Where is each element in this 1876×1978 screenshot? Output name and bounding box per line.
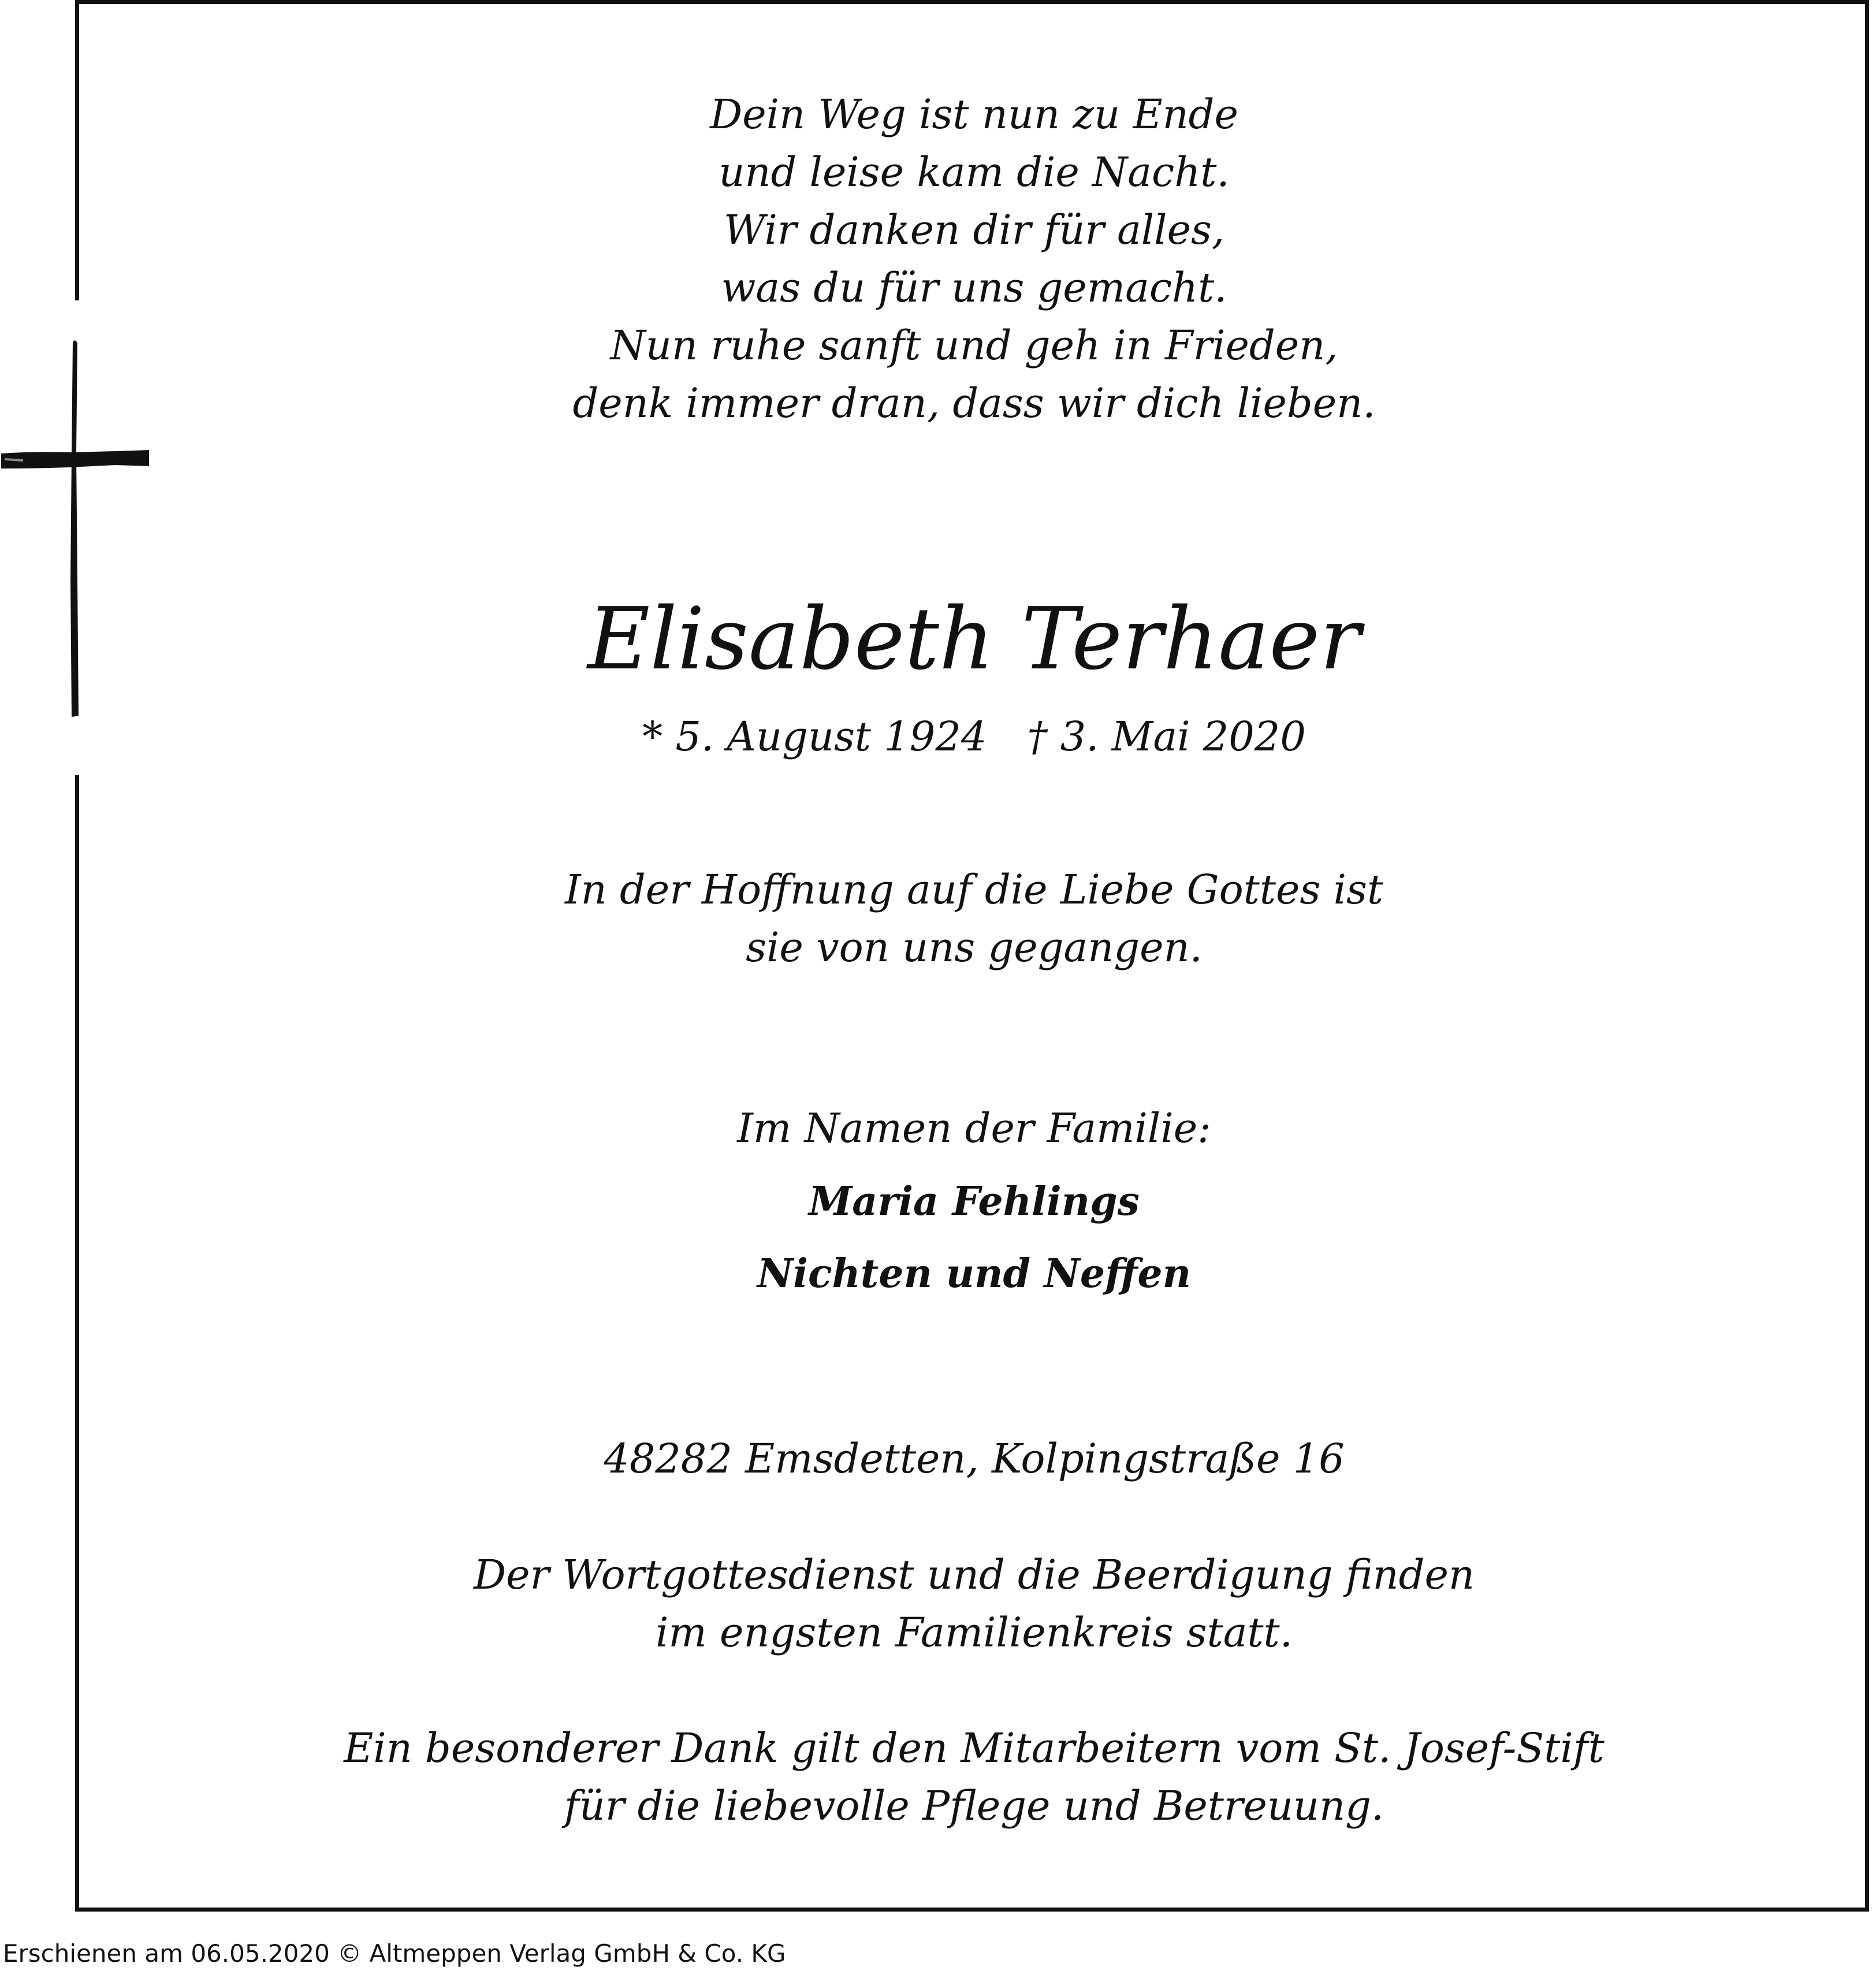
death-date: † 3. Mai 2020	[1027, 713, 1306, 760]
service-line-1: Der Wortgottesdienst und die Beerdigung finden	[474, 1551, 1475, 1598]
faith-line-2: sie von uns gegangen.	[746, 924, 1203, 971]
thanks-line-2: für die liebevolle Pflege und Betreuung.	[564, 1782, 1384, 1830]
family-intro: Im Namen der Familie:	[737, 1105, 1211, 1152]
frame-left-edge-bottom	[75, 775, 79, 1912]
address: 48282 Emsdetten, Kolpingstraße 16	[604, 1435, 1345, 1482]
birth-date: * 5. August 1924	[642, 713, 987, 760]
poem-line-5: Nun ruhe sanft und geh in Frieden,	[610, 322, 1338, 369]
publication-footer: Erschienen am 06.05.2020 © Altmeppen Verlag GmbH & Co. KG	[3, 1939, 786, 1968]
frame-left-edge-top	[75, 0, 79, 300]
poem-line-1: Dein Weg ist nun zu Ende	[710, 91, 1238, 138]
poem-line-4: was du für uns gemacht.	[721, 264, 1227, 311]
poem-line-3: Wir danken dir für alles,	[723, 206, 1225, 254]
poem-line-6: denk immer dran, dass wir dich lieben.	[572, 380, 1376, 427]
deceased-name: Elisabeth Terhaer	[587, 589, 1361, 689]
service-line-2: im engsten Familienkreis statt.	[656, 1609, 1293, 1656]
faith-line-1: In der Hoffnung auf die Liebe Gottes ist	[564, 866, 1384, 913]
life-dates	[79, 708, 1869, 765]
notice-content	[79, 0, 1869, 1912]
family-member-2: Nichten und Neffen	[757, 1251, 1192, 1297]
family-member-1: Maria Fehlings	[809, 1178, 1140, 1225]
thanks-line-1: Ein besonderer Dank gilt den Mitarbeitern vom St. Josef-Stift	[344, 1724, 1605, 1772]
poem-line-2: und leise kam die Nacht.	[719, 148, 1230, 196]
